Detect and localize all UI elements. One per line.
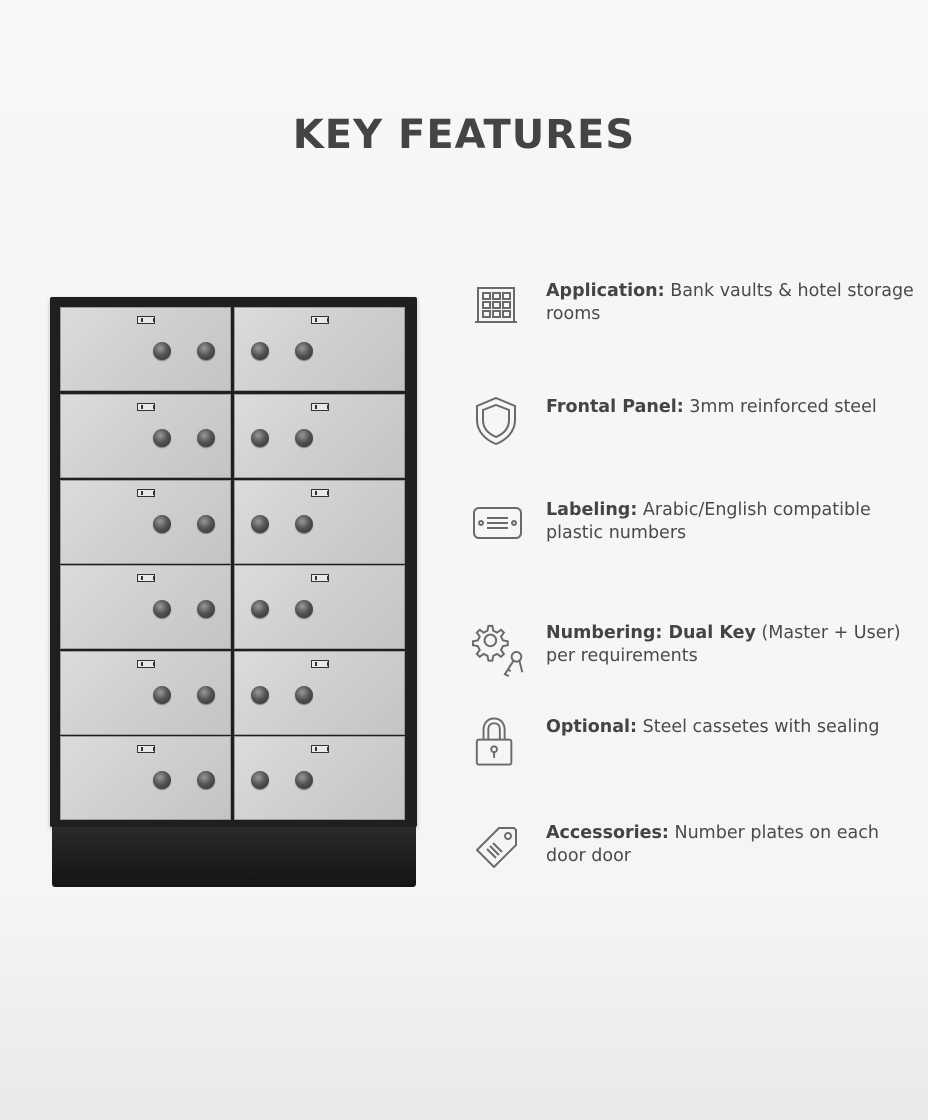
feature-label: Numbering: Dual Key	[546, 623, 756, 643]
door-number-plate	[137, 403, 155, 411]
label-plate-icon	[472, 499, 522, 549]
keyhole-lock	[295, 771, 313, 789]
door-number-plate	[137, 574, 155, 582]
feature-label: Labeling:	[546, 500, 638, 520]
keyhole-lock	[295, 342, 313, 360]
padlock-icon	[472, 716, 522, 766]
feature-label: Accessories:	[546, 823, 669, 843]
door-number-plate	[311, 745, 329, 753]
feature-label: Optional:	[546, 717, 638, 737]
keyhole-lock	[197, 429, 215, 447]
cabinet-door	[60, 307, 231, 391]
door-number-plate	[311, 403, 329, 411]
door-number-plate	[311, 660, 329, 668]
door-number-plate	[311, 574, 329, 582]
keyhole-lock	[153, 429, 171, 447]
feature-text: Bank vaults & hotel storage rooms	[546, 281, 914, 324]
keyhole-lock	[251, 600, 269, 618]
page-title: KEY FEATURES	[292, 112, 636, 158]
keyhole-lock	[251, 686, 269, 704]
cabinet-door	[60, 394, 231, 478]
cabinet-door	[60, 565, 231, 649]
gear-key-icon	[472, 622, 522, 672]
keyhole-lock	[197, 771, 215, 789]
keyhole-lock	[153, 600, 171, 618]
keyhole-lock	[153, 342, 171, 360]
keyhole-lock	[153, 771, 171, 789]
keyhole-lock	[251, 342, 269, 360]
feature-text: Steel cassetes with sealing	[637, 717, 880, 737]
keyhole-lock	[197, 600, 215, 618]
keyhole-lock	[295, 600, 313, 618]
keyhole-lock	[251, 515, 269, 533]
cabinet-door	[60, 736, 231, 820]
tag-icon	[472, 822, 522, 872]
door-number-plate	[137, 745, 155, 753]
shield-icon	[472, 396, 522, 446]
keyhole-lock	[197, 515, 215, 533]
cabinet-door	[60, 651, 231, 735]
door-number-plate	[137, 660, 155, 668]
keyhole-lock	[295, 515, 313, 533]
feature-text: Arabic/English compatible plastic numbers	[546, 500, 871, 543]
cabinet-door	[234, 651, 405, 735]
keyhole-lock	[251, 771, 269, 789]
feature-text: (Master + User) per requirements	[546, 623, 901, 666]
cabinet-door	[60, 480, 231, 564]
feature-text: 3mm reinforced steel	[683, 397, 877, 417]
building-icon	[472, 280, 522, 330]
cabinet-door	[234, 736, 405, 820]
feature-text: Number plates on each door door	[546, 823, 879, 866]
door-number-plate	[311, 489, 329, 497]
keyhole-lock	[197, 686, 215, 704]
cabinet-door	[234, 394, 405, 478]
door-number-plate	[311, 316, 329, 324]
keyhole-lock	[295, 429, 313, 447]
door-number-plate	[137, 489, 155, 497]
keyhole-lock	[153, 515, 171, 533]
feature-label: Application:	[546, 281, 665, 301]
keyhole-lock	[153, 686, 171, 704]
door-number-plate	[137, 316, 155, 324]
feature-label: Frontal Panel:	[546, 397, 684, 417]
keyhole-lock	[295, 686, 313, 704]
keyhole-lock	[197, 342, 215, 360]
cabinet-door	[234, 307, 405, 391]
cabinet-door	[234, 480, 405, 564]
keyhole-lock	[251, 429, 269, 447]
cabinet-base	[52, 827, 416, 887]
cabinet-door	[234, 565, 405, 649]
